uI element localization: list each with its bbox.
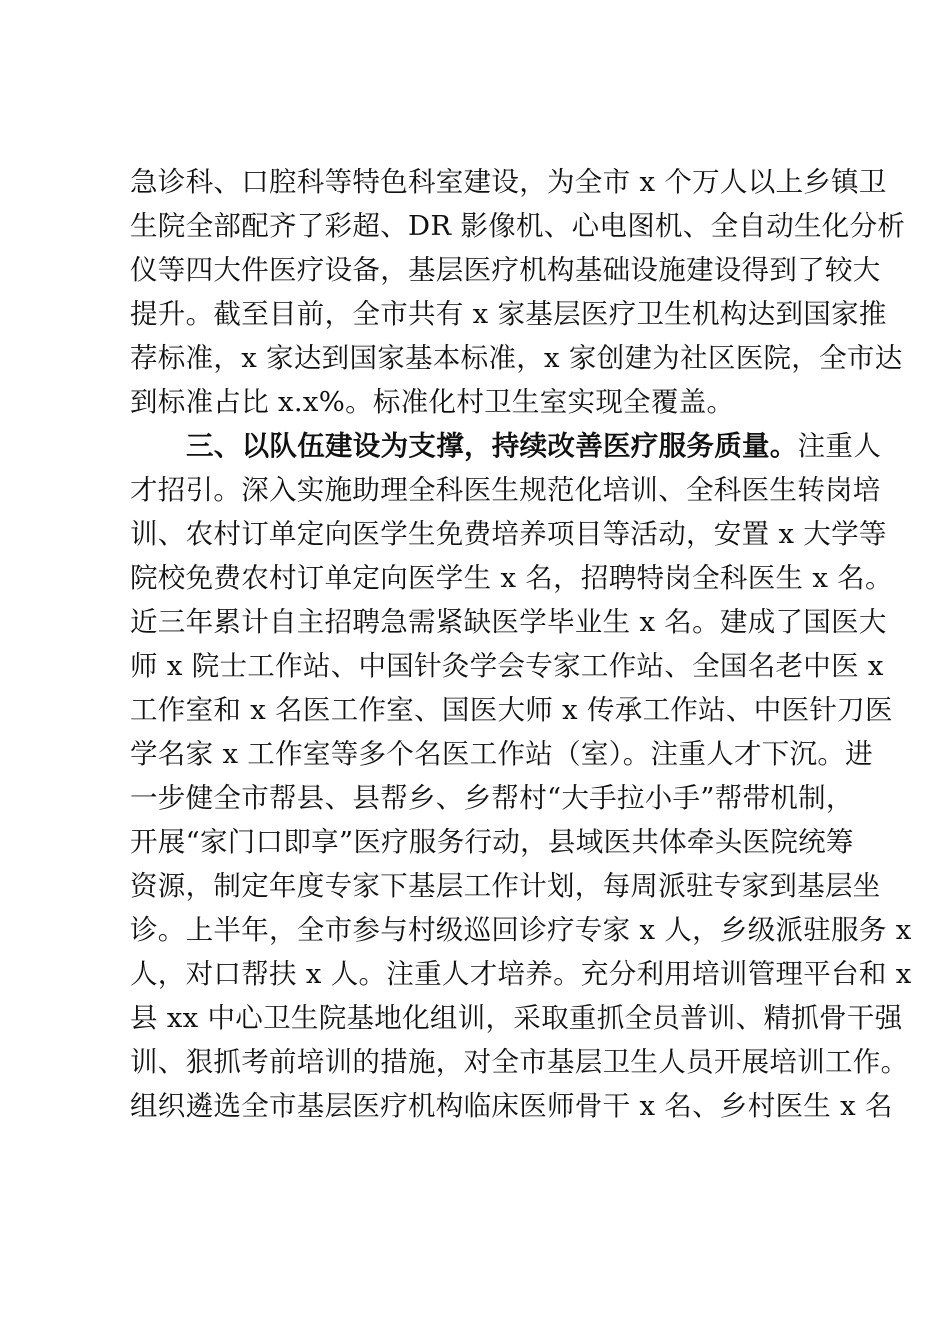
section-3-line: 学名家 x 工作室等多个名医工作站（室）。注重人才下沉。进 (130, 738, 873, 770)
section-3-line: 人，对口帮扶 x 人。注重人才培养。充分利用培训管理平台和 x (130, 958, 912, 990)
section-3-heading: 三、以队伍建设为支撑，持续改善医疗服务质量。 (186, 430, 798, 462)
paragraph-1-line: 到标准占比 x.x%。标准化村卫生室实现全覆盖。 (130, 386, 735, 418)
section-3-line: 近三年累计自主招聘急需紧缺医学毕业生 x 名。建成了国医大 (130, 606, 887, 638)
section-3-line: 才招引。深入实施助理全科医生规范化培训、全科医生转岗培 (130, 474, 881, 506)
paragraph-1-line: 提升。截至目前，全市共有 x 家基层医疗卫生机构达到国家推 (130, 298, 887, 330)
section-3-line: 师 x 院士工作站、中国针灸学会专家工作站、全国名老中医 x (130, 650, 884, 682)
section-3-line: 院校免费农村订单定向医学生 x 名，招聘特岗全科医生 x 名。 (130, 562, 893, 594)
section-3-first-line-rest: 注重人 (797, 430, 882, 462)
paragraph-1-line: 仪等四大件医疗设备，基层医疗机构基础设施建设得到了较大 (130, 254, 881, 286)
paragraph-1-line: 荐标准，x 家达到国家基本标准，x 家创建为社区医院，全市达 (130, 342, 903, 374)
section-3-line: 资源，制定年度专家下基层工作计划，每周派驻专家到基层坐 (130, 870, 881, 902)
section-3-line: 训、农村订单定向医学生免费培养项目等活动，安置 x 大学等 (130, 518, 887, 550)
section-3-line: 开展“家门口即享”医疗服务行动，县域医共体牵头医院统筹 (130, 826, 854, 858)
section-3-line: 一步健全市帮县、县帮乡、乡帮村“大手拉小手”帮带机制， (130, 782, 854, 814)
paragraph-1-line: 急诊科、口腔科等特色科室建设，为全市 x 个万人以上乡镇卫 (130, 166, 887, 198)
section-3-line: 诊。上半年，全市参与村级巡回诊疗专家 x 人，乡级派驻服务 x (130, 914, 912, 946)
paragraph-1-line: 生院全部配齐了彩超、DR 影像机、心电图机、全自动生化分析 (130, 210, 906, 242)
section-3-line: 训、狠抓考前培训的措施，对全市基层卫生人员开展培训工作。 (130, 1046, 909, 1078)
section-3-line: 组织遴选全市基层医疗机构临床医师骨干 x 名、乡村医生 x 名 (130, 1090, 893, 1122)
section-3-first-line (186, 426, 881, 466)
section-3-line: 工作室和 x 名医工作室、国医大师 x 传承工作站、中医针刀医 (130, 694, 893, 726)
section-3-line: 县 xx 中心卫生院基地化组训，采取重抓全员普训、精抓骨干强 (130, 1002, 903, 1034)
